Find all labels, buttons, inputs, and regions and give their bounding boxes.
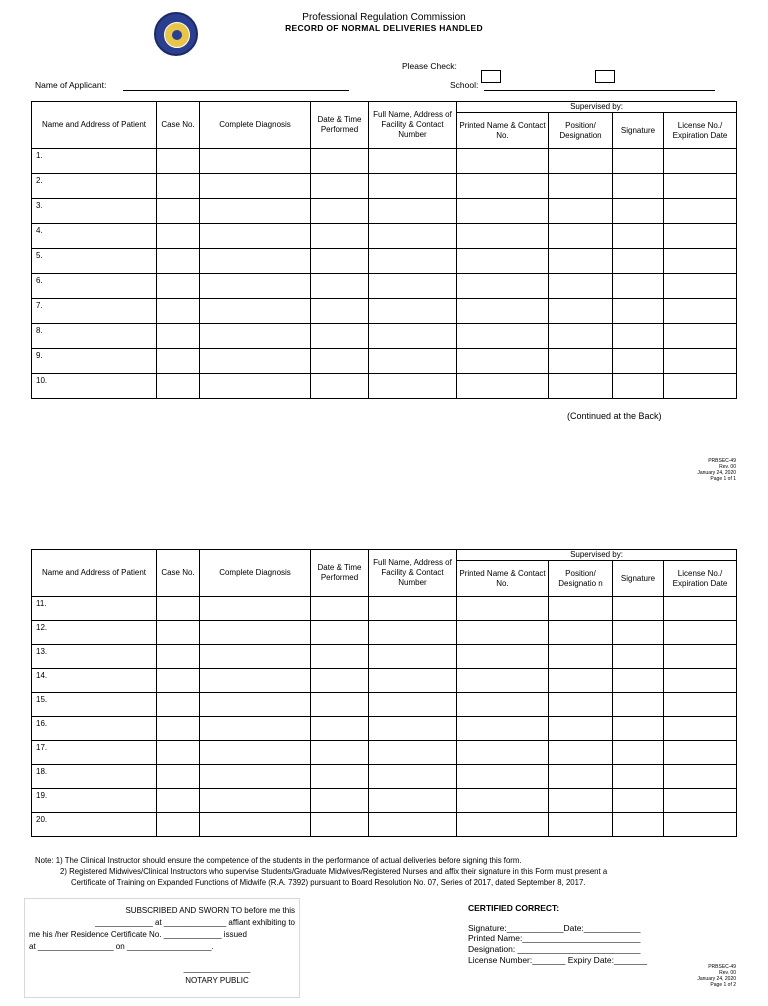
table-row xyxy=(32,199,737,224)
org-name: Professional Regulation Commission xyxy=(302,12,466,23)
col-facility-header: Full Name, Address of Facility & Contact Number xyxy=(369,550,457,597)
school-label: School: xyxy=(450,80,479,90)
school-field[interactable] xyxy=(484,90,715,91)
col-case-header: Case No. xyxy=(157,102,200,149)
notary-line-3: me his /her Residence Certificate No. _____________ issued xyxy=(29,930,247,939)
table-row xyxy=(32,765,737,789)
col-position-header: Position/ Designation xyxy=(549,113,613,149)
col-datetime-header: Date & Time Performed xyxy=(311,550,369,597)
row-number: 1. xyxy=(32,149,157,174)
certified-license-line[interactable]: License Number:_______ Expiry Date:_______ xyxy=(468,955,648,965)
row-number: 20. xyxy=(32,813,157,837)
col-signature-header: Signature xyxy=(613,113,664,149)
row-number: 12. xyxy=(32,621,157,645)
table-row xyxy=(32,813,737,837)
row-number: 16. xyxy=(32,717,157,741)
table-row xyxy=(32,349,737,374)
table-row xyxy=(32,693,737,717)
col-patient-header: Name and Address of Patient xyxy=(32,550,157,597)
table-row xyxy=(32,741,737,765)
row-number: 10. xyxy=(32,374,157,399)
col-facility-header: Full Name, Address of Facility & Contact Number xyxy=(369,102,457,149)
col-patient-header: Name and Address of Patient xyxy=(32,102,157,149)
table-row xyxy=(32,274,737,299)
notary-line-4: at _________________ on ___________________. xyxy=(29,942,214,951)
table-row xyxy=(32,621,737,645)
row-number: 8. xyxy=(32,324,157,349)
col-datetime-header: Date & Time Performed xyxy=(311,102,369,149)
certified-designation-line[interactable]: Designation: __________________________ xyxy=(468,944,641,954)
notary-block xyxy=(24,898,300,998)
form-code-footer-1: PRBSEC-49 Rev. 00 January 24, 2020 Page 1 of 1 xyxy=(697,458,736,482)
row-number: 6. xyxy=(32,274,157,299)
table-row xyxy=(32,669,737,693)
form-title: RECORD OF NORMAL DELIVERIES HANDLED xyxy=(285,23,483,33)
supervised-by-header: Supervised by: xyxy=(457,550,737,561)
table-row xyxy=(32,324,737,349)
note-line-3: Certificate of Training on Expanded Functions of Midwife (R.A. 7392) pursuant to Board Resolution No. 07, Series of 2017, dated September 8, 2017. xyxy=(71,878,586,887)
notary-line-2: _____________ at ______________ affiant exhibiting to xyxy=(94,918,295,927)
table-row xyxy=(32,299,737,324)
row-number: 2. xyxy=(32,174,157,199)
row-number: 19. xyxy=(32,789,157,813)
note-line-2: 2) Registered Midwives/Clinical Instructors who supervise Students/Graduate Midwives/Registered Nurses and affix their signature in this Form must present a xyxy=(60,867,608,876)
col-signature-header: Signature xyxy=(613,561,664,597)
col-position-header: Position/ Designatio n xyxy=(549,561,613,597)
col-diagnosis-header: Complete Diagnosis xyxy=(200,550,311,597)
note-line-1: Note: 1) The Clinical Instructor should ensure the competence of the students in the performance of actual deliveries before signing this form. xyxy=(35,856,522,865)
col-license-header: License No./ Expiration Date xyxy=(664,561,737,597)
row-number: 3. xyxy=(32,199,157,224)
row-number: 18. xyxy=(32,765,157,789)
table-row xyxy=(32,149,737,174)
row-number: 7. xyxy=(32,299,157,324)
table-row xyxy=(32,597,737,621)
table-row xyxy=(32,174,737,199)
col-diagnosis-header: Complete Diagnosis xyxy=(200,102,311,149)
row-number: 13. xyxy=(32,645,157,669)
applicant-name-label: Name of Applicant: xyxy=(35,80,107,90)
deliveries-table-page2 xyxy=(31,549,737,837)
notary-signature-line: _______________ xyxy=(183,964,251,973)
table-row xyxy=(32,249,737,274)
row-number: 5. xyxy=(32,249,157,274)
supervised-by-header: Supervised by: xyxy=(457,102,737,113)
certified-correct-title: CERTIFIED CORRECT: xyxy=(468,903,560,913)
check-box-2[interactable] xyxy=(595,70,615,83)
row-number: 15. xyxy=(32,693,157,717)
certified-signature-line[interactable]: Signature:____________Date:____________ xyxy=(468,923,641,933)
please-check-label: Please Check: xyxy=(402,61,457,71)
deliveries-table-page1 xyxy=(31,101,737,399)
row-number: 17. xyxy=(32,741,157,765)
applicant-name-field[interactable] xyxy=(123,90,349,91)
table-row xyxy=(32,224,737,249)
col-printed-name-header: Printed Name & Contact No. xyxy=(457,113,549,149)
notary-line-1: SUBSCRIBED AND SWORN TO before me this xyxy=(125,906,295,915)
table-row xyxy=(32,717,737,741)
col-printed-name-header: Printed Name & Contact No. xyxy=(457,561,549,597)
row-number: 11. xyxy=(32,597,157,621)
row-number: 9. xyxy=(32,349,157,374)
form-code-footer-2: PRBSEC-49 Rev. 00 January 24, 2020 Page 1 of 2 xyxy=(697,964,736,988)
notary-public-label: NOTARY PUBLIC xyxy=(185,976,249,985)
table-row xyxy=(32,374,737,399)
certified-printed-name-line[interactable]: Printed Name:_________________________ xyxy=(468,933,641,943)
check-box-1[interactable] xyxy=(481,70,501,83)
row-number: 4. xyxy=(32,224,157,249)
continued-note: (Continued at the Back) xyxy=(567,411,662,421)
table-row xyxy=(32,645,737,669)
col-license-header: License No./ Expiration Date xyxy=(664,113,737,149)
table-row xyxy=(32,789,737,813)
col-case-header: Case No. xyxy=(157,550,200,597)
row-number: 14. xyxy=(32,669,157,693)
